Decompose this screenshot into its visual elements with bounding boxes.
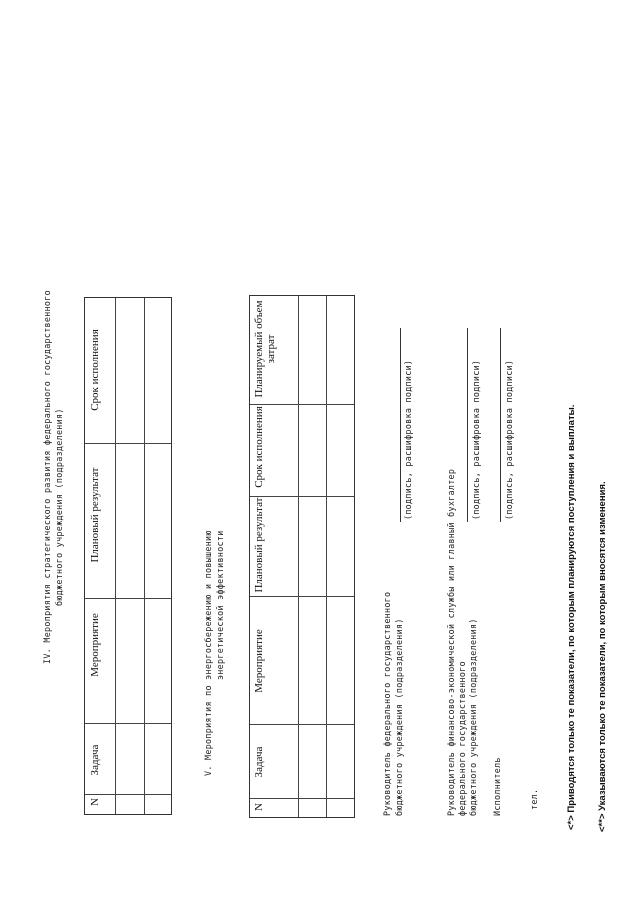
section4-title-line2: бюджетного учреждения (подразделения) [54, 408, 64, 606]
section5-header-cost: Планируемый объем затрат [253, 300, 277, 398]
section4-header-n: N [89, 798, 101, 806]
footnote-1: <*> Приводятся только те показатели, по которым планируются поступления и выплаты. [566, 404, 577, 830]
sig-fin-line2: федерального государственного [457, 661, 467, 816]
sig-head-line2: бюджетного учреждения (подразделения) [394, 618, 404, 816]
sig-fin-underline [467, 328, 468, 522]
footnote-2: <**> Указываются только те показатели, по которым вносятся изменения. [597, 481, 608, 832]
section5-header-n: N [253, 803, 265, 811]
sig-fin-line3: бюджетного учреждения (подразделения) [468, 618, 478, 816]
sig-exec-underline [500, 328, 501, 522]
sig-exec-label: Исполнитель [492, 757, 502, 816]
section5-header-result: Плановый результат [253, 497, 265, 593]
sig-tel-label: тел. [529, 788, 539, 810]
sig-head-line1: Руководитель федерального государственного [382, 591, 392, 816]
section5-header-deadline: Срок исполнения [253, 406, 265, 488]
sig-exec-caption: (подпись, расшифровка подписи) [504, 359, 514, 520]
section5-title-line2: энергетической эффективности [215, 530, 225, 680]
sig-fin-caption: (подпись, расшифровка подписи) [471, 359, 481, 520]
section5-header-activity: Мероприятие [253, 629, 265, 693]
sig-head-underline [400, 328, 401, 522]
sig-head-caption: (подпись, расшифровка подписи) [403, 359, 413, 520]
section4-header-task: Задача [89, 744, 101, 776]
section5-header-task: Задача [253, 746, 265, 778]
section4-header-deadline: Срок исполнения [89, 329, 101, 411]
section4-header-result: Плановый результат [89, 467, 101, 563]
sig-fin-line1: Руководитель финансово-экономической службы или главный бухгалтер [446, 468, 456, 816]
section5-title-line1: V. Мероприятия по энергосбережению и повышению [203, 530, 213, 776]
section4-header-activity: Мероприятие [89, 613, 101, 677]
section4-title-line1: IV. Мероприятия стратегического развития федерального государственного [42, 290, 52, 664]
